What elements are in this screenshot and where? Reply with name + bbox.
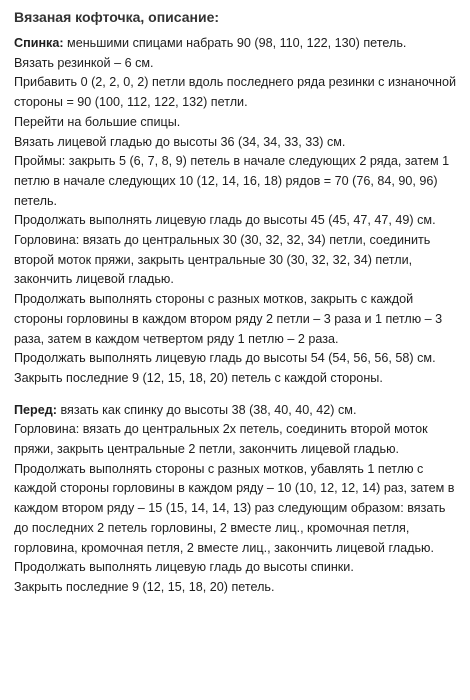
back-paragraph-7: Горловина: вязать до центральных 30 (30, 32, 32, 34) петли, соединить второй моток пряжи, закрыть центральные 30 (30, 32, 32, 34) петли, закончить лицевой гладью. (14, 233, 431, 287)
back-section (14, 34, 460, 389)
back-paragraph-4: Вязать лицевой гладью до высоты 36 (34, 34, 33, 33) см. (14, 134, 346, 149)
front-section (14, 401, 460, 598)
back-paragraph-1: Вязать резинкой – 6 см. (14, 55, 154, 70)
front-paragraph-3: Продолжать выполнять лицевую гладь до высоты спинки. (14, 560, 354, 575)
front-paragraph-4: Закрыть последние 9 (12, 15, 18, 20) петель. (14, 579, 275, 594)
front-lead-text: вязать как спинку до высоты 38 (38, 40, 40, 42) см. (56, 402, 357, 417)
front-paragraph-2: Продолжать выполнять стороны с разных мотков, убавлять 1 петлю с каждой стороны горловины в каждом ряду – 10 (10, 12, 12, 14) раз, затем в каждом втором ряду – 15 (15, 14, 14, 13) раз следующим образом: вязать до последних 2 петель горловины, 2 вместе лиц., кромочная петля, горловина, кромочная петля, 2 вместе лиц., закончить лицевой гладью. (14, 461, 455, 555)
back-paragraph-8: Продолжать выполнять стороны с разных мотков, закрыть с каждой стороны горловины в каждом втором ряду 2 петли – 3 раза и 1 петлю – 3 раза, затем в каждом четвертом ряду 1 петлю – 2 раза. (14, 292, 443, 346)
back-paragraph-6: Продолжать выполнять лицевую гладь до высоты 45 (45, 47, 47, 49) см. (14, 213, 436, 228)
back-heading: Спинка: (14, 36, 64, 50)
back-paragraph-5: Проймы: закрыть 5 (6, 7, 8, 9) петель в начале следующих 2 ряда, затем 1 петлю в начале следующих 10 (12, 14, 16, 18) рядов = 70 (76, 84, 90, 96) петель. (14, 154, 450, 208)
front-heading: Перед: (14, 402, 57, 417)
back-paragraph-2: Прибавить 0 (2, 2, 0, 2) петли вдоль последнего ряда резинки с изнаночной стороны = 90 (100, 112, 122, 132) петли. (14, 75, 456, 110)
back-lead-paragraph (14, 34, 460, 54)
document-page (14, 6, 460, 610)
front-paragraph-1: Горловина: вязать до центральных 2х петель, соединить второй моток пряжи, закрыть центральные 2 петли, закончить лицевой гладью. (14, 422, 428, 457)
back-lead-text: меньшими спицами набрать 90 (98, 110, 122, 130) петель. (63, 36, 407, 50)
back-paragraph-10: Закрыть последние 9 (12, 15, 18, 20) петель с каждой стороны. (14, 370, 383, 385)
back-paragraph-9: Продолжать выполнять лицевую гладь до высоты 54 (54, 56, 56, 58) см. (14, 351, 436, 366)
document-title: Вязаная кофточка, описание: (14, 9, 220, 25)
front-lead-paragraph (14, 401, 460, 421)
back-paragraph-3: Перейти на большие спицы. (14, 114, 181, 129)
